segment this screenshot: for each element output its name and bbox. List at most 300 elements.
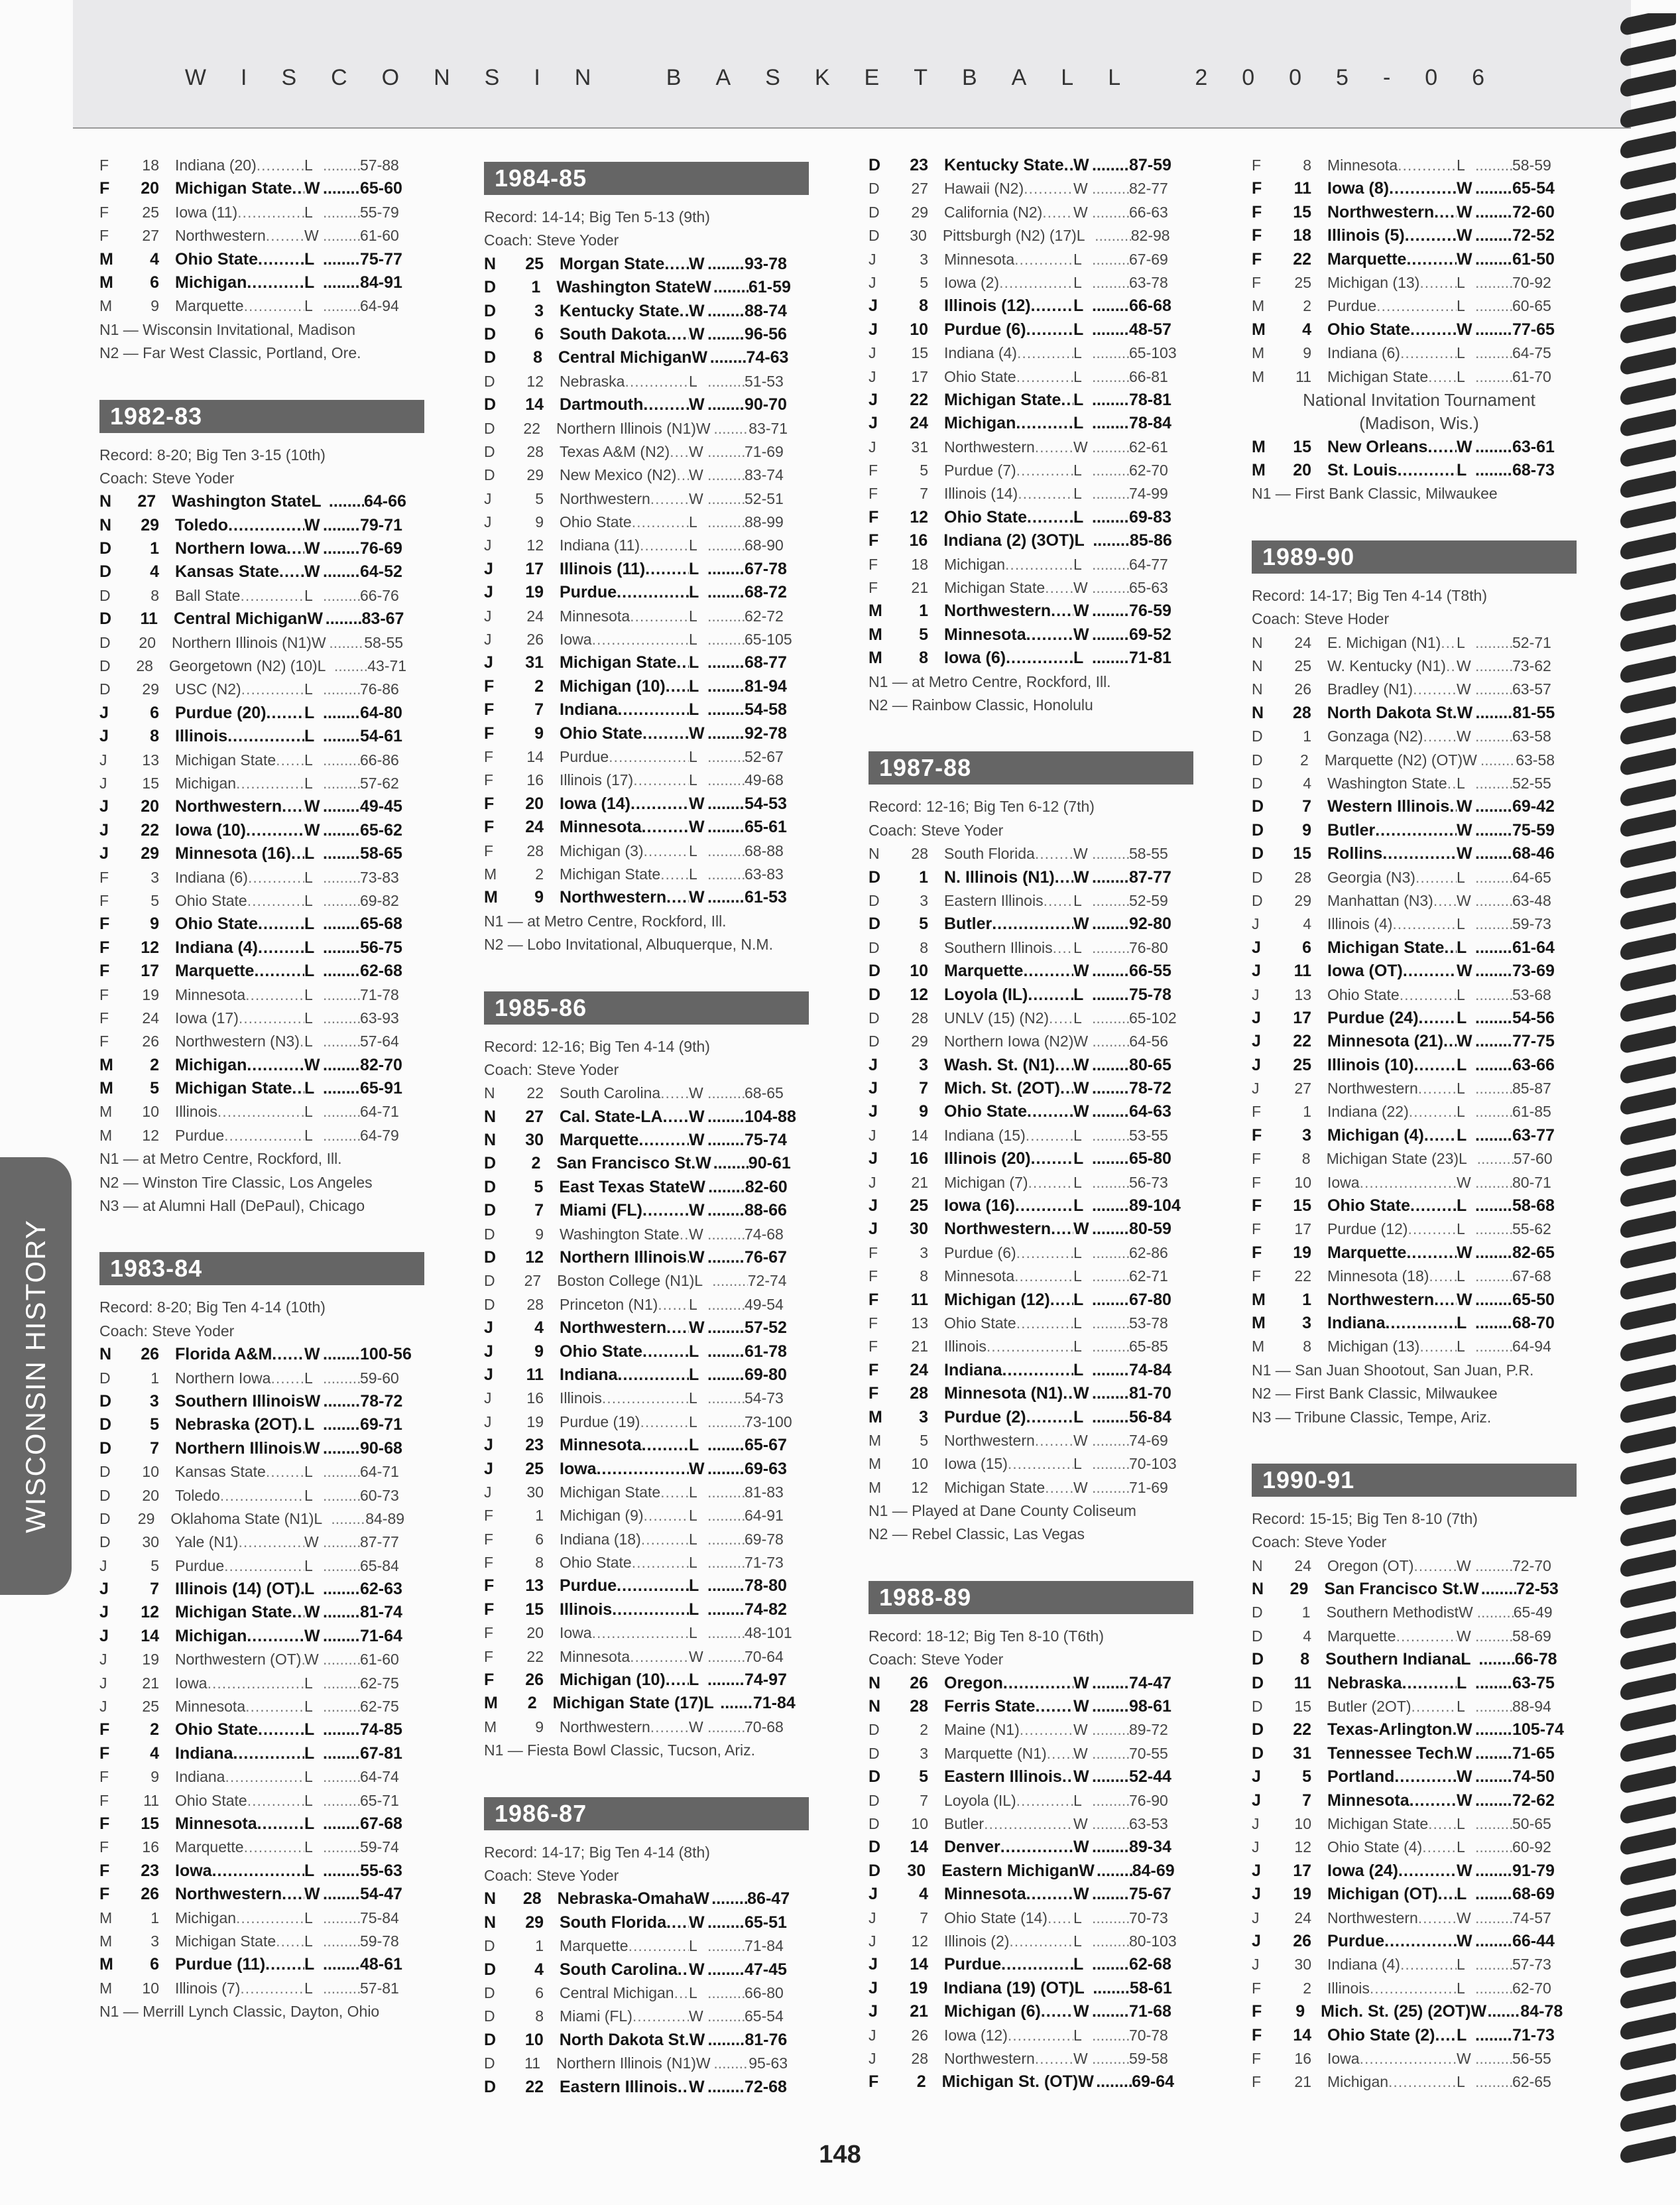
- game-month: F: [1252, 202, 1262, 221]
- leader-dots: [276, 1930, 304, 1953]
- game-score: 82-65: [1512, 1243, 1555, 1262]
- game-day: 7: [1302, 797, 1311, 816]
- game-day: 27: [142, 227, 159, 245]
- game-row: [1252, 795, 1587, 818]
- leader-dots: [984, 1812, 1073, 1836]
- game-result: L: [1074, 1978, 1085, 1997]
- game-month: N: [484, 1131, 497, 1150]
- game-day: 9: [535, 1718, 544, 1735]
- game-month: J: [869, 2049, 876, 2067]
- game-result: W: [304, 179, 320, 198]
- game-opponent: Oregon (OT): [1327, 1556, 1414, 1574]
- game-opponent: Miami (FL): [560, 1201, 642, 1220]
- game-score: 87-77: [360, 1533, 399, 1551]
- game-result: L: [689, 536, 697, 554]
- game-row: [1252, 631, 1587, 655]
- game-month: F: [869, 555, 878, 573]
- game-day: 11: [1293, 179, 1311, 198]
- game-opponent: Oklahoma State (N1): [170, 1509, 314, 1527]
- game-score: 55-62: [1512, 1220, 1551, 1238]
- leader-dots: [247, 1789, 304, 1812]
- spiral-coil: [1620, 1549, 1676, 1578]
- leader-dots: [1475, 936, 1512, 960]
- leader-dots: [1444, 936, 1457, 960]
- game-day: 11: [1295, 367, 1311, 385]
- game-month: D: [1252, 844, 1264, 863]
- game-day: 22: [141, 820, 159, 840]
- game-month: F: [869, 1314, 878, 1332]
- game-score: 57-88: [360, 157, 399, 174]
- game-opponent: Purdue (6): [944, 320, 1026, 339]
- game-opponent: Ohio State: [560, 1342, 643, 1361]
- game-row: [99, 725, 434, 748]
- site-note: N2 — First Bank Classic, Milwaukee: [1252, 1385, 1498, 1403]
- season-record: Record: 14-14; Big Ten 5-13 (9th): [484, 208, 710, 225]
- game-month: N: [484, 1084, 495, 1102]
- site-note: N1 — First Bank Classic, Milwaukee: [1252, 485, 1498, 503]
- game-result: L: [1073, 1314, 1082, 1332]
- game-result: W: [695, 278, 712, 297]
- game-month: J: [99, 1651, 107, 1669]
- leader-dots: [1095, 224, 1131, 247]
- game-score: 62-70: [1129, 462, 1168, 479]
- leader-dots: [236, 1907, 304, 1930]
- section-tab-label: WISCONSIN HISTORY: [20, 1219, 51, 1533]
- leader-dots: [592, 628, 689, 651]
- game-result: W: [1457, 844, 1472, 863]
- game-month: F: [1252, 1220, 1262, 1238]
- game-result: W: [1078, 2072, 1094, 2092]
- game-opponent: Illinois: [944, 1338, 987, 1355]
- leader-dots: [1064, 154, 1073, 177]
- game-row: [99, 1007, 434, 1030]
- game-month: D: [484, 1960, 497, 1979]
- game-month: F: [484, 1576, 495, 1596]
- game-opponent: Eastern Michigan: [941, 1861, 1079, 1880]
- game-score: 74-69: [1129, 1431, 1168, 1449]
- game-score: 75-78: [1129, 985, 1171, 1004]
- game-day: 1: [919, 601, 928, 621]
- game-opponent: Illinois (12): [944, 296, 1031, 316]
- game-opponent: Ohio State: [1327, 320, 1411, 339]
- game-row: [484, 1105, 819, 1129]
- game-result: L: [689, 1483, 697, 1501]
- leader-dots: [1480, 749, 1516, 772]
- game-score: 62-63: [360, 1580, 402, 1599]
- leader-dots: [1475, 983, 1512, 1007]
- season-header: [99, 400, 424, 433]
- game-day: 13: [911, 1314, 928, 1332]
- leader-dots: [707, 1574, 745, 1598]
- game-row: [869, 2024, 1203, 2047]
- game-result: L: [689, 842, 697, 859]
- leader-dots: [1092, 1406, 1129, 1429]
- game-score: 70-68: [745, 1718, 784, 1735]
- game-result: W: [1457, 820, 1472, 840]
- game-opponent: Toledo: [175, 1486, 220, 1504]
- leader-dots: [678, 1958, 689, 1982]
- leader-dots: [707, 651, 745, 674]
- season-header: [1252, 540, 1577, 574]
- game-result: W: [1457, 1791, 1472, 1810]
- game-day: 7: [920, 1791, 928, 1809]
- game-opponent: Ohio State: [175, 891, 247, 909]
- leader-dots: [1048, 1907, 1073, 1930]
- leader-dots: [323, 560, 360, 584]
- game-score: 58-65: [360, 844, 402, 863]
- leader-dots: [1009, 1930, 1073, 1953]
- leader-dots: [1092, 318, 1129, 342]
- game-row: [99, 177, 434, 200]
- game-month: F: [484, 1647, 494, 1665]
- leader-dots: [298, 1413, 304, 1436]
- leader-dots: [597, 1458, 689, 1481]
- leader-dots: [640, 534, 689, 557]
- leader-dots: [1031, 294, 1073, 318]
- leader-dots: [1092, 389, 1129, 412]
- game-month: J: [869, 1220, 878, 1239]
- leader-dots: [1475, 913, 1512, 936]
- leader-dots: [1446, 655, 1457, 678]
- game-result: L: [304, 1556, 313, 1574]
- game-opponent: Gonzaga (N2): [1327, 727, 1423, 745]
- game-score: 61-53: [745, 888, 787, 907]
- game-row: [99, 1812, 434, 1836]
- game-month: D: [484, 419, 495, 437]
- game-month: D: [484, 1201, 497, 1220]
- season-coach: Coach: Steve Yoder: [99, 469, 235, 487]
- season-coach: Coach: Steve Yoder: [869, 1651, 1004, 1669]
- game-score: 65-105: [745, 631, 792, 649]
- game-month: D: [99, 586, 111, 604]
- game-month: D: [869, 891, 880, 909]
- game-opponent: Iowa (8): [1327, 179, 1390, 198]
- game-result: L: [304, 157, 313, 174]
- game-score: 76-69: [360, 539, 402, 558]
- game-day: 20: [526, 1624, 544, 1642]
- game-month: D: [869, 156, 881, 174]
- leader-dots: [1092, 1312, 1129, 1335]
- game-row: [1252, 1077, 1587, 1100]
- column-2: [484, 154, 819, 2099]
- game-month: J: [869, 1885, 878, 1904]
- game-result: W: [689, 2007, 703, 2025]
- game-score: 58-55: [1129, 845, 1168, 863]
- game-result: L: [304, 203, 313, 221]
- leader-dots: [707, 840, 745, 863]
- leader-dots: [1475, 224, 1512, 247]
- game-row: [869, 1100, 1203, 1123]
- game-opponent: Iowa (2): [944, 273, 1000, 291]
- game-opponent: Central Michigan: [560, 1984, 674, 2001]
- leader-dots: [641, 1528, 689, 1551]
- game-month: D: [869, 1721, 880, 1739]
- game-opponent: Indiana (6): [1327, 344, 1400, 362]
- leader-dots: [707, 2076, 745, 2099]
- leader-dots: [323, 537, 360, 560]
- game-day: 17: [1293, 1008, 1311, 1027]
- game-day: 11: [524, 2054, 540, 2072]
- game-result: W: [689, 301, 705, 320]
- game-month: F: [869, 1290, 879, 1309]
- game-opponent: South Carolina: [560, 1960, 678, 1979]
- game-opponent: Ohio State: [560, 1554, 632, 1572]
- leader-dots: [1092, 1812, 1129, 1836]
- leader-dots: [1092, 2024, 1129, 2047]
- game-month: N: [869, 845, 880, 863]
- leader-dots: [1400, 983, 1457, 1007]
- leader-dots: [1441, 631, 1457, 655]
- game-month: M: [99, 297, 113, 315]
- game-day: 22: [1293, 1032, 1311, 1051]
- game-opponent: Minnesota: [175, 1814, 257, 1833]
- game-result: L: [1457, 985, 1465, 1003]
- game-row: [99, 248, 434, 271]
- leader-dots: [1092, 1265, 1129, 1288]
- season-title: 1988-89: [879, 1583, 972, 1611]
- game-row: [1252, 248, 1587, 271]
- leader-dots: [1060, 1077, 1073, 1100]
- game-result: W: [1457, 657, 1471, 675]
- game-opponent: Dartmouth: [560, 395, 644, 414]
- game-month: F: [99, 157, 109, 174]
- site-note: N2 — Lobo Invitational, Albuquerque, N.M.: [484, 936, 773, 954]
- game-opponent: Iowa (15): [944, 1455, 1008, 1473]
- game-row: [484, 1129, 819, 1152]
- game-row: [484, 323, 819, 346]
- game-opponent: Nebraska: [560, 372, 625, 390]
- game-result: W: [1073, 1673, 1089, 1692]
- game-opponent: Michigan St. (OT): [941, 2072, 1079, 2092]
- game-month: J: [869, 1932, 876, 1950]
- leader-dots: [1092, 1100, 1129, 1123]
- leader-dots: [323, 1554, 360, 1578]
- game-score: 59-58: [1129, 2049, 1168, 2067]
- game-result: L: [304, 586, 313, 604]
- game-row: [484, 1669, 819, 1692]
- game-score: 63-61: [1512, 437, 1555, 456]
- game-month: J: [1252, 1791, 1261, 1810]
- game-month: N: [99, 492, 112, 511]
- leader-dots: [1475, 1883, 1512, 1906]
- spiral-coil: [1620, 2012, 1676, 2041]
- game-result: W: [307, 609, 323, 629]
- game-month: N: [1252, 1556, 1263, 1574]
- leader-dots: [1092, 1289, 1129, 1312]
- game-day: 7: [534, 1201, 544, 1220]
- game-opponent: Nebraska-Omaha: [557, 1889, 694, 1909]
- game-score: 84-78: [1520, 2002, 1563, 2021]
- game-day: 1: [535, 1507, 544, 1525]
- leader-dots: [666, 1316, 689, 1340]
- spiral-coil: [1620, 38, 1676, 68]
- game-opponent: Michigan (10): [560, 1670, 666, 1690]
- game-month: D: [484, 466, 495, 484]
- game-score: 61-50: [1512, 249, 1555, 269]
- game-opponent: Central Michigan: [173, 609, 308, 629]
- leader-dots: [323, 1054, 360, 1077]
- leader-dots: [707, 1481, 745, 1504]
- game-row: [869, 1194, 1203, 1218]
- game-row: [1252, 1218, 1587, 1241]
- game-row: [1252, 318, 1587, 342]
- game-opponent: Indiana (19) (OT): [943, 1978, 1075, 1997]
- game-day: 16: [142, 1838, 159, 1856]
- leader-dots: [711, 1887, 747, 1911]
- game-result: W: [304, 1533, 319, 1551]
- game-result: W: [1457, 1032, 1472, 1051]
- game-result: W: [689, 489, 703, 507]
- game-day: 9: [1302, 820, 1311, 840]
- game-day: 2: [534, 676, 544, 696]
- game-day: 31: [911, 438, 928, 456]
- game-result: L: [304, 1033, 313, 1050]
- leader-dots: [1475, 271, 1512, 294]
- leader-dots: [1045, 576, 1073, 599]
- game-month: D: [869, 1033, 880, 1050]
- game-opponent: Northern Illinois (N1): [556, 2054, 696, 2072]
- game-result: W: [304, 1055, 320, 1074]
- leader-dots: [1092, 889, 1129, 913]
- game-day: 21: [1294, 2073, 1311, 2091]
- game-result: L: [304, 1698, 313, 1716]
- game-day: 5: [920, 1431, 928, 1449]
- leader-dots: [1026, 623, 1073, 647]
- spiral-coil: [1620, 1611, 1676, 1640]
- game-month: D: [99, 633, 111, 651]
- game-score: 62-75: [360, 1674, 399, 1692]
- game-day: 2: [1303, 1979, 1311, 1997]
- game-day: 12: [526, 372, 544, 390]
- game-opponent: Iowa (14): [560, 794, 630, 813]
- game-result: L: [689, 559, 699, 578]
- game-month: F: [99, 227, 109, 245]
- game-opponent: Washington State: [560, 1225, 680, 1243]
- leader-dots: [323, 1343, 360, 1366]
- game-result: L: [1457, 1338, 1465, 1355]
- game-score: 60-92: [1512, 1838, 1551, 1856]
- game-row: [1252, 1241, 1587, 1265]
- game-day: 14: [910, 1838, 928, 1857]
- game-score: 87-59: [1129, 156, 1171, 174]
- game-day: 12: [910, 985, 928, 1004]
- leader-dots: [1475, 459, 1512, 482]
- leader-dots: [1023, 960, 1073, 983]
- leader-dots: [248, 866, 304, 889]
- game-day: 20: [141, 797, 159, 816]
- leader-dots: [323, 1648, 360, 1671]
- game-result: L: [694, 1272, 703, 1290]
- game-month: N: [869, 1673, 881, 1692]
- game-day: 1: [150, 539, 159, 558]
- game-opponent: Northwestern: [944, 601, 1051, 621]
- game-day: 3: [149, 1391, 159, 1411]
- game-day: 9: [535, 513, 544, 531]
- game-result: L: [689, 747, 697, 765]
- game-opponent: Indiana: [560, 1365, 618, 1384]
- game-result: L: [1457, 297, 1465, 315]
- leader-dots: [270, 1367, 304, 1390]
- game-month: M: [869, 1478, 882, 1496]
- game-score: 65-62: [360, 820, 402, 840]
- leader-dots: [323, 772, 360, 795]
- game-score: 76-67: [745, 1248, 787, 1267]
- game-result: L: [1073, 1407, 1084, 1426]
- game-opponent: Loyola (IL): [944, 985, 1028, 1004]
- game-month: J: [869, 1079, 878, 1098]
- game-day: 14: [1293, 2025, 1311, 2045]
- game-opponent: W. Kentucky (N1): [1327, 657, 1446, 675]
- leader-dots: [227, 725, 304, 748]
- game-opponent: Minnesota: [175, 985, 246, 1003]
- leader-dots: [1063, 1382, 1073, 1405]
- game-result: L: [689, 676, 699, 696]
- game-row: [869, 177, 1203, 200]
- leader-dots: [707, 1434, 745, 1457]
- game-result: W: [304, 1651, 319, 1669]
- spiral-coil: [1620, 932, 1676, 962]
- game-opponent: East Texas State: [559, 1177, 690, 1196]
- leader-dots: [645, 558, 689, 581]
- leader-dots: [1475, 1718, 1512, 1741]
- spiral-coil: [1620, 779, 1676, 808]
- leader-dots: [1360, 2047, 1457, 2070]
- game-opponent: Michigan State (17): [552, 1694, 704, 1713]
- game-month: M: [99, 1126, 113, 1144]
- game-day: 29: [142, 680, 159, 698]
- leader-dots: [323, 154, 360, 177]
- game-day: 12: [141, 938, 159, 957]
- game-opponent: Michigan State: [944, 579, 1046, 597]
- leader-dots: [1427, 436, 1457, 459]
- leader-dots: [670, 440, 689, 464]
- game-result: L: [1073, 414, 1084, 433]
- leader-dots: [1398, 154, 1457, 177]
- spiral-coil: [1620, 223, 1676, 253]
- game-row: [99, 1625, 434, 1648]
- game-score: 66-63: [1129, 203, 1168, 221]
- game-month: N: [869, 1697, 881, 1716]
- game-score: 65-51: [745, 1913, 787, 1932]
- game-score: 88-74: [745, 301, 787, 320]
- game-row: [99, 749, 434, 772]
- game-row: [869, 1812, 1203, 1836]
- game-result: L: [304, 985, 313, 1003]
- leader-dots: [323, 1977, 360, 2000]
- game-result: L: [304, 1909, 313, 1926]
- leader-dots: [1434, 1289, 1457, 1312]
- leader-dots: [324, 1390, 361, 1413]
- leader-dots: [640, 1411, 689, 1434]
- game-opponent: Ohio State: [175, 1720, 259, 1739]
- game-day: 15: [1293, 844, 1311, 863]
- game-day: 1: [531, 278, 541, 297]
- game-month: M: [869, 601, 882, 621]
- game-result: W: [691, 348, 707, 367]
- season-title: 1990-91: [1262, 1466, 1355, 1493]
- game-month: F: [99, 1720, 110, 1739]
- game-month: J: [484, 1459, 493, 1478]
- leader-dots: [323, 271, 360, 294]
- game-day: 14: [911, 1126, 928, 1144]
- leader-dots: [323, 1930, 360, 1953]
- spiral-coil: [1620, 377, 1676, 407]
- game-result: L: [689, 372, 697, 390]
- game-score: 63-83: [745, 865, 784, 883]
- leader-dots: [1418, 1077, 1457, 1100]
- game-result: W: [1073, 601, 1089, 621]
- game-day: 1: [919, 867, 928, 887]
